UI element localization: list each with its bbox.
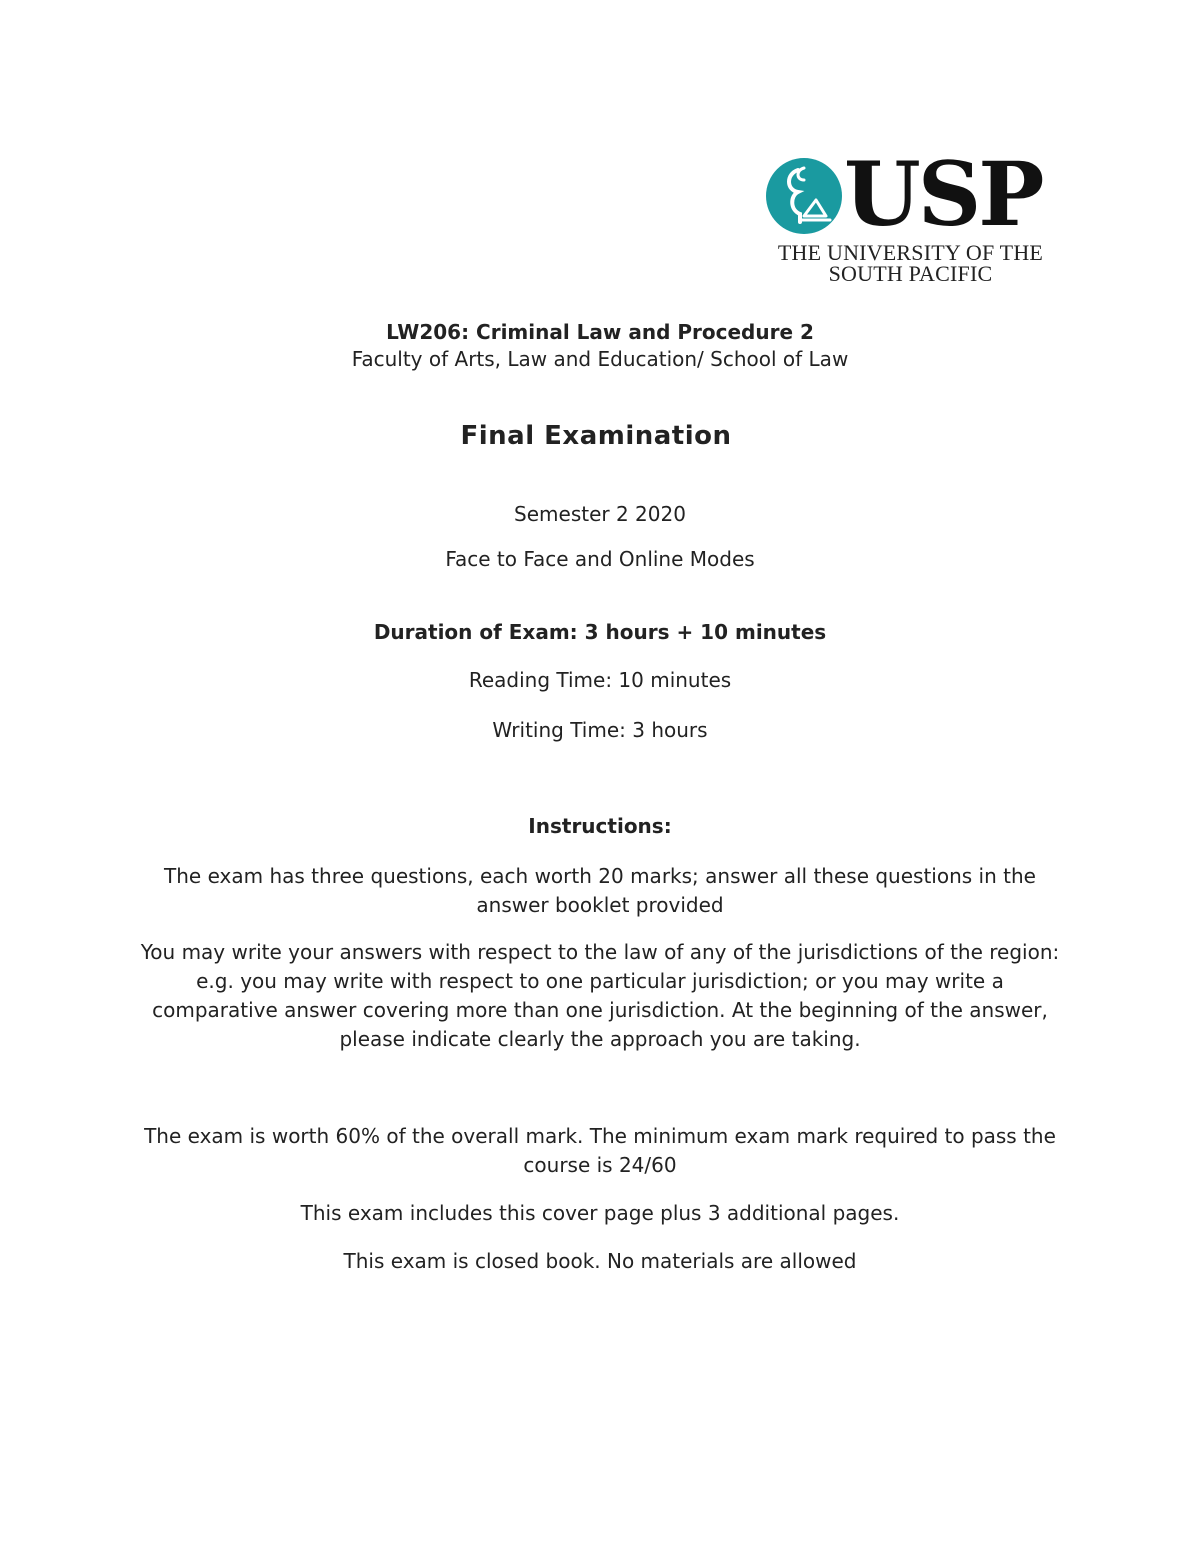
logo-university-line1: THE UNIVERSITY OF THE <box>777 240 1044 265</box>
instruction-paragraph-1: The exam has three questions, each worth 20 marks; answer all these questions in the answer booklet provided <box>164 864 1036 917</box>
instruction-paragraph-5: This exam is closed book. No materials are allowed <box>343 1249 857 1273</box>
course-title: LW206: Criminal Law and Procedure 2 <box>386 320 814 344</box>
instructions-heading: Instructions: <box>528 814 672 838</box>
instruction-paragraph-3: The exam is worth 60% of the overall mark. The minimum exam mark required to pass the course is 24/60 <box>144 1124 1056 1177</box>
logo-university-line2: SOUTH PACIFIC <box>828 261 993 286</box>
modes-line: Face to Face and Online Modes <box>445 547 755 571</box>
instruction-paragraph-2: You may write your answers with respect to the law of any of the jurisdictions of the region: e.g. you may write with respect to one particular jurisdiction; or you may write a comparative answer covering more than one jurisdiction. At the beginning of the answer, please indicate clearly the approach you are taking. <box>140 940 1060 1051</box>
writing-time: Writing Time: 3 hours <box>492 718 708 742</box>
exam-title: Final Examination <box>460 421 732 451</box>
reading-time: Reading Time: 10 minutes <box>468 668 732 692</box>
instruction-paragraph-4: This exam includes this cover page plus 3 additional pages. <box>300 1201 900 1225</box>
semester-line: Semester 2 2020 <box>514 502 686 526</box>
usp-logo <box>764 142 1054 286</box>
usp-emblem-icon <box>764 156 844 236</box>
duration-heading: Duration of Exam: 3 hours + 10 minutes <box>373 620 827 644</box>
faculty-line: Faculty of Arts, Law and Education/ School of Law <box>351 347 849 371</box>
logo-wordmark: USP <box>844 142 1042 246</box>
